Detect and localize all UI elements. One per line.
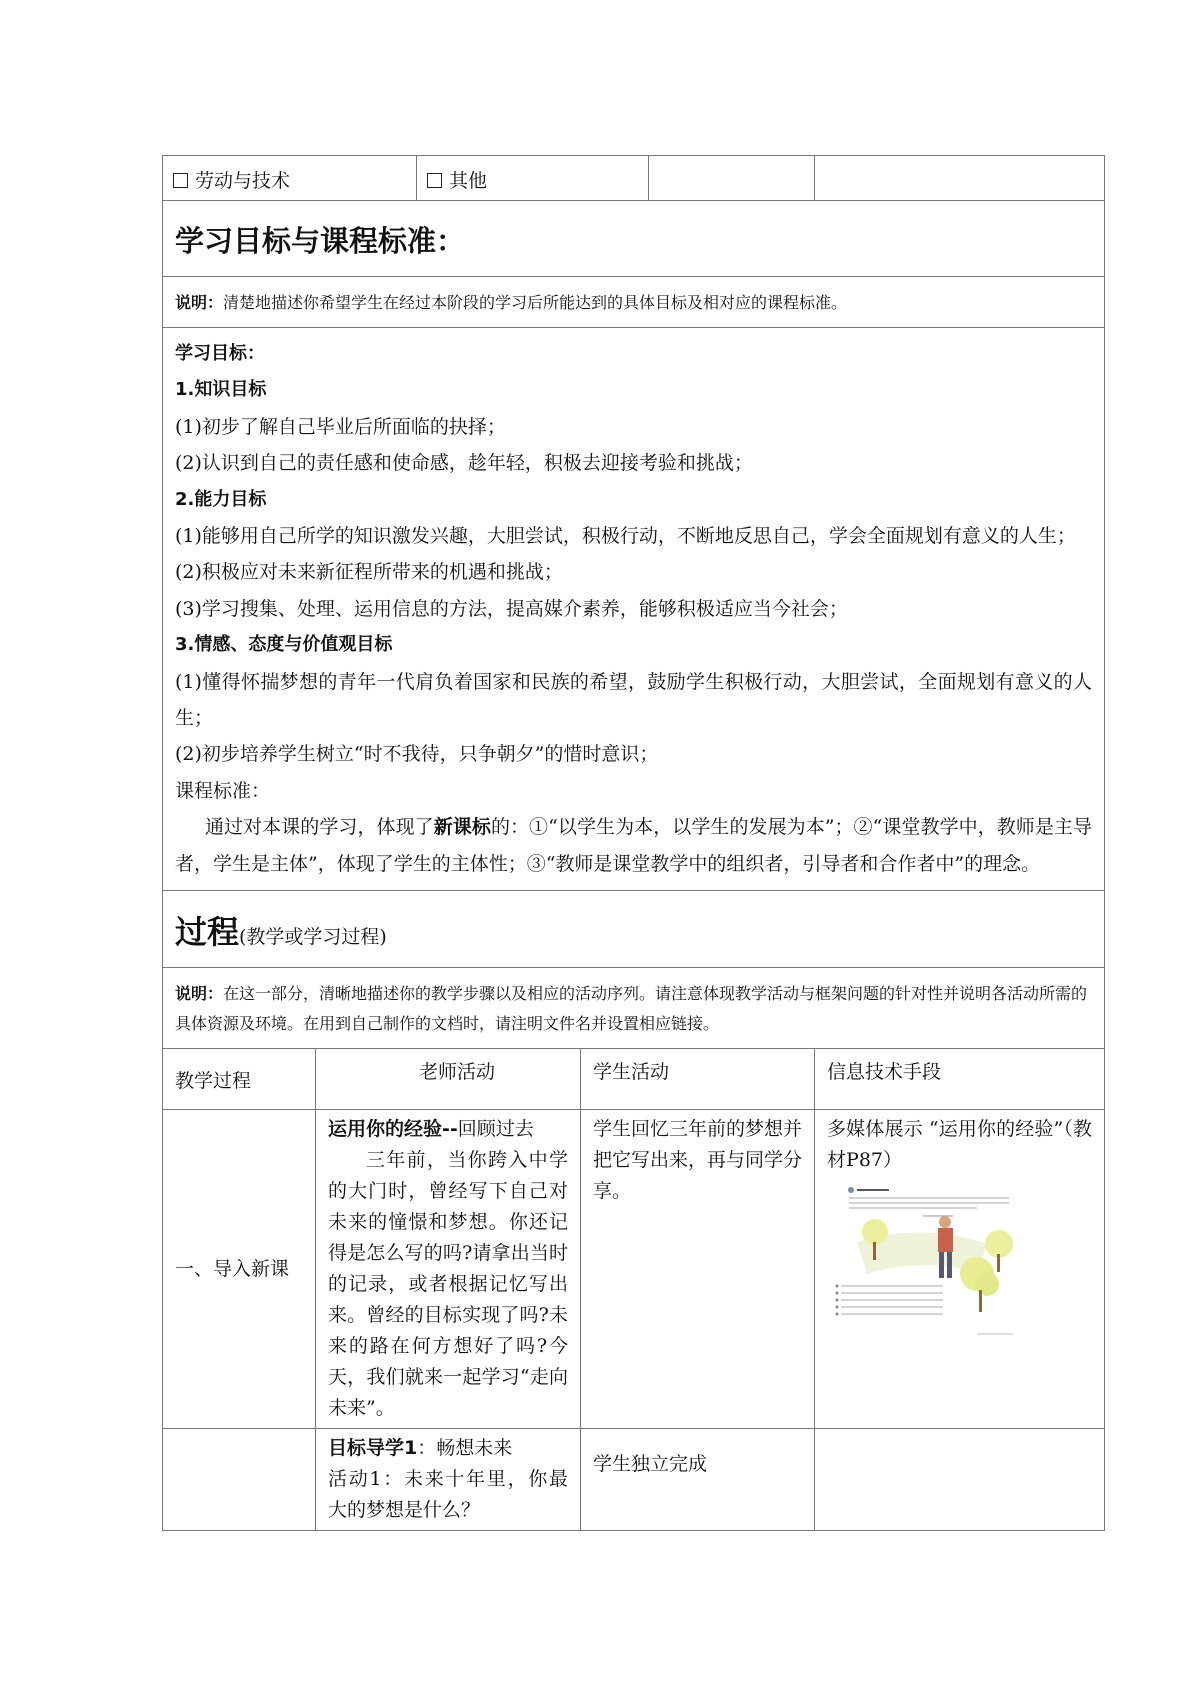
checkbox-icon[interactable] — [173, 173, 188, 188]
goal-item: (1)能够用自己所学的知识激发兴趣，大胆尝试，积极行动，不断地反思自己，学会全面规划有意义的人生； — [175, 525, 1076, 548]
empty-cell — [649, 156, 815, 201]
goal-item: (2)认识到自己的责任感和使命感，趁年轻，积极去迎接考验和挑战； — [175, 452, 753, 475]
stage-cell — [163, 1429, 316, 1531]
ability-title: 2.能力目标 — [175, 488, 267, 510]
process-row — [163, 1429, 1105, 1531]
goal-item: (1)初步了解自己毕业后所面临的抉择； — [175, 415, 506, 438]
col-header-teacher: 老师活动 — [316, 1049, 581, 1110]
student-activity: 学生独立完成 — [581, 1429, 815, 1531]
objectives-note: 说明：清楚地描述你希望学生在经过本阶段的学习后所能达到的具体目标及相对应的课程标准。 — [163, 277, 1105, 328]
goal-item: (3)学习搜集、处理、运用信息的方法，提高媒介素养，能够积极适应当今社会； — [175, 597, 848, 620]
objectives-body — [163, 328, 1105, 891]
process-row — [163, 1110, 1105, 1429]
standard-label: 课程标准： — [175, 779, 271, 802]
option-other: 其他 — [417, 156, 649, 201]
lesson-plan-table — [162, 155, 1105, 1531]
tech-means: 多媒体展示 “运用你的经验”（教材P87） — [815, 1110, 1105, 1429]
teacher-activity: 运用你的经验--回顾过去 三年前，当你跨入中学的大门时，曾经写下自己对未来的憧憬和梦想。你还记得是怎么写的吗?请拿出当时的记录，或者根据记忆写出来。曾经的目标实现了吗?未来的路在何方想好了吗?今天，我们就来一起学习“走向未来”。 — [316, 1110, 581, 1429]
goal-item: (2)积极应对未来新征程所带来的机遇和挑战； — [175, 561, 563, 584]
objectives-heading: 学习目标与课程标准： — [163, 201, 1105, 277]
subject-options-row — [163, 156, 1105, 201]
goal-item: (2)初步培养学生树立“时不我待，只争朝夕”的惜时意识； — [175, 743, 659, 766]
col-header-stage: 教学过程 — [163, 1049, 316, 1110]
option-labor: 劳动与技术 — [163, 156, 417, 201]
empty-cell — [815, 156, 1105, 201]
col-header-student: 学生活动 — [581, 1049, 815, 1110]
goal-item: (1)懂得怀揣梦想的青年一代肩负着国家和民族的希望，鼓励学生积极行动，大胆尝试，全面规划有意义的人生； — [175, 670, 1093, 730]
col-header-tech: 信息技术手段 — [815, 1049, 1105, 1110]
textbook-page-thumbnail — [827, 1182, 1017, 1340]
tech-means — [815, 1429, 1105, 1531]
stage-cell: 一、导入新课 — [163, 1110, 316, 1429]
student-activity: 学生回忆三年前的梦想并把它写出来，再与同学分享。 — [581, 1110, 815, 1429]
checkbox-icon[interactable] — [427, 173, 442, 188]
goals-label: 学习目标： — [175, 343, 265, 364]
document-page — [162, 155, 1104, 1531]
process-heading: 过程(教学或学习过程) — [163, 891, 1105, 968]
emotion-title: 3.情感、态度与价值观目标 — [175, 634, 393, 656]
process-header-row — [163, 1049, 1105, 1110]
knowledge-title: 1.知识目标 — [175, 379, 267, 401]
standard-text: 通过对本课的学习，体现了新课标的：①“以学生为本，以学生的发展为本”；②“课堂教学中，教师是主导者，学生是主体”，体现了学生的主体性；③“教师是课堂教学中的组织者，引导者和合作者中”的理念。 — [175, 816, 1092, 875]
teacher-activity: 目标导学1：畅想未来 活动1：未来十年里，你最大的梦想是什么？ — [316, 1429, 581, 1531]
process-note: 说明：在这一部分，清晰地描述你的教学步骤以及相应的活动序列。请注意体现教学活动与框架问题的针对性并说明各活动所需的具体资源及环境。在用到自己制作的文档时，请注明文件名并设置相应链接。 — [163, 968, 1105, 1049]
